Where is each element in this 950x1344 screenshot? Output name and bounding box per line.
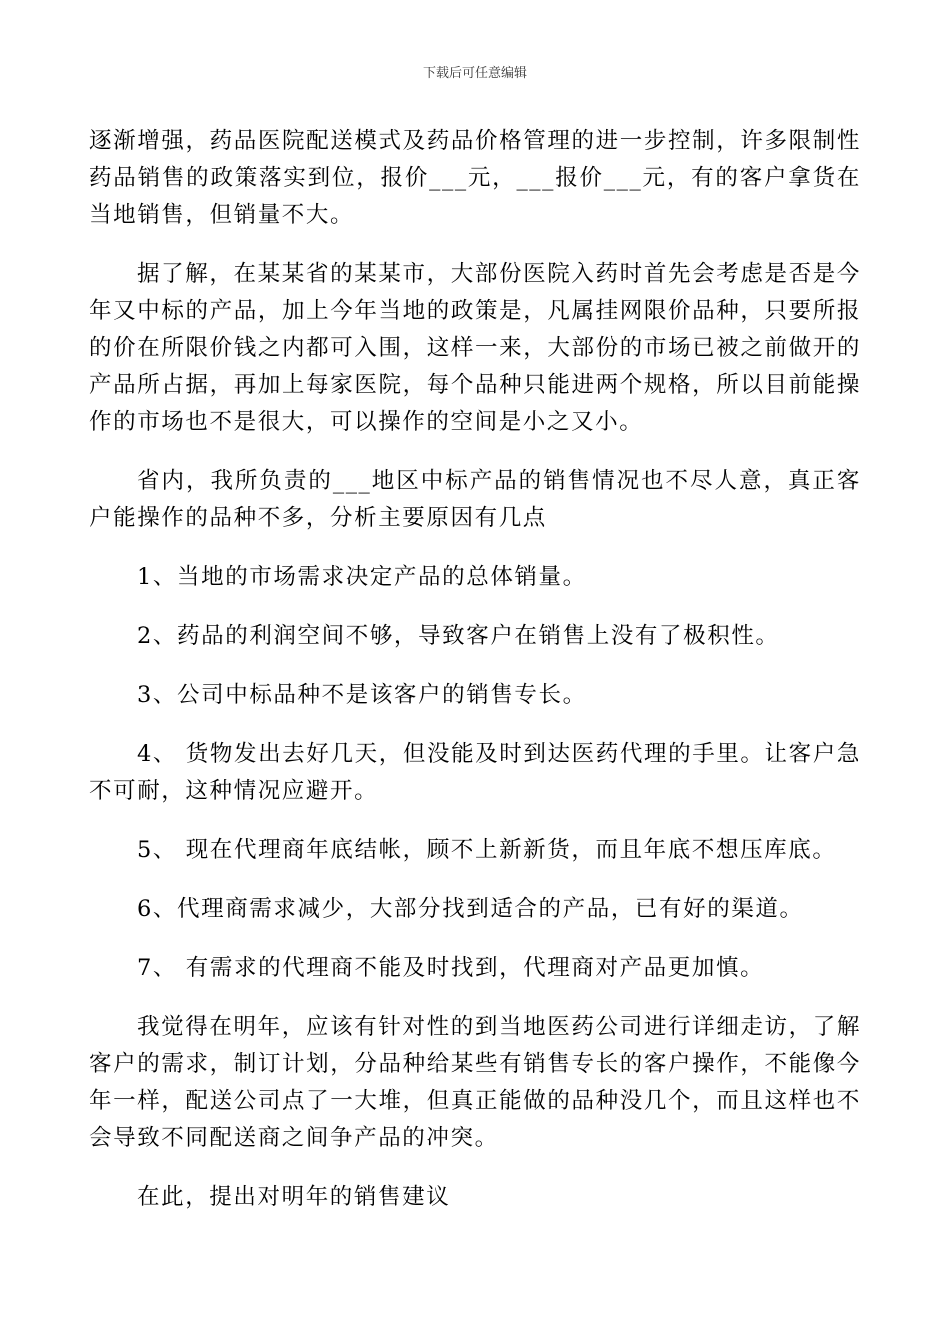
paragraph-region-sales: 省内，我所负责的___地区中标产品的销售情况也不尽人意，真正客户能操作的品种不多，分析主要原因有几点 [89,468,861,531]
list-item: 3、公司中标品种不是该客户的销售专长。 [137,682,587,708]
paragraph-suggestions-intro: 在此，提出对明年的销售建议 [137,1184,451,1210]
document-body [89,123,861,1216]
list-item: 7、 有需求的代理商不能及时找到，代理商对产品更加慎。 [137,955,765,981]
paragraph-market-analysis: 据了解，在某某省的某某市，大部份医院入药时首先会考虑是否是今年又中标的产品，加上今年当地的政策是，凡属挂网限价品种，只要所报的价在所限价钱之内都可入围，这样一来，大部份的市场已被之前做开的产品所占据，再加上每家医院，每个品种只能进两个规格，所以目前能操作的市场也不是很大，可以操作的空间是小之又小。 [89,261,861,435]
page-header: 下载后可任意编辑 [422,66,527,81]
paragraph-next-year-plan: 我觉得在明年，应该有针对性的到当地医药公司进行详细走访，了解客户的需求，制订计划，分品种给某些有销售专长的客户操作，不能像今年一样，配送公司点了一大堆，但真正能做的品种没几个，而且这样也不会导致不同配送商之间争产品的冲突。 [89,1014,861,1151]
paragraph-continuation: 逐渐增强，药品医院配送模式及药品价格管理的进一步控制，许多限制性药品销售的政策落实到位，报价___元，___报价___元，有的客户拿货在当地销售，但销量不大。 [89,128,861,228]
list-item: 2、药品的利润空间不够，导致客户在销售上没有了极积性。 [137,623,780,649]
list-item: 5、 现在代理商年底结帐，顾不上新新货，而且年底不想压库底。 [137,837,837,863]
list-item: 4、 货物发出去好几天，但没能及时到达医药代理的手里。让客户急不可耐，这种情况应避开。 [89,741,861,804]
list-item: 6、代理商需求减少，大部分找到适合的产品，已有好的渠道。 [137,896,804,922]
list-item: 1、当地的市场需求决定产品的总体销量。 [137,564,587,590]
